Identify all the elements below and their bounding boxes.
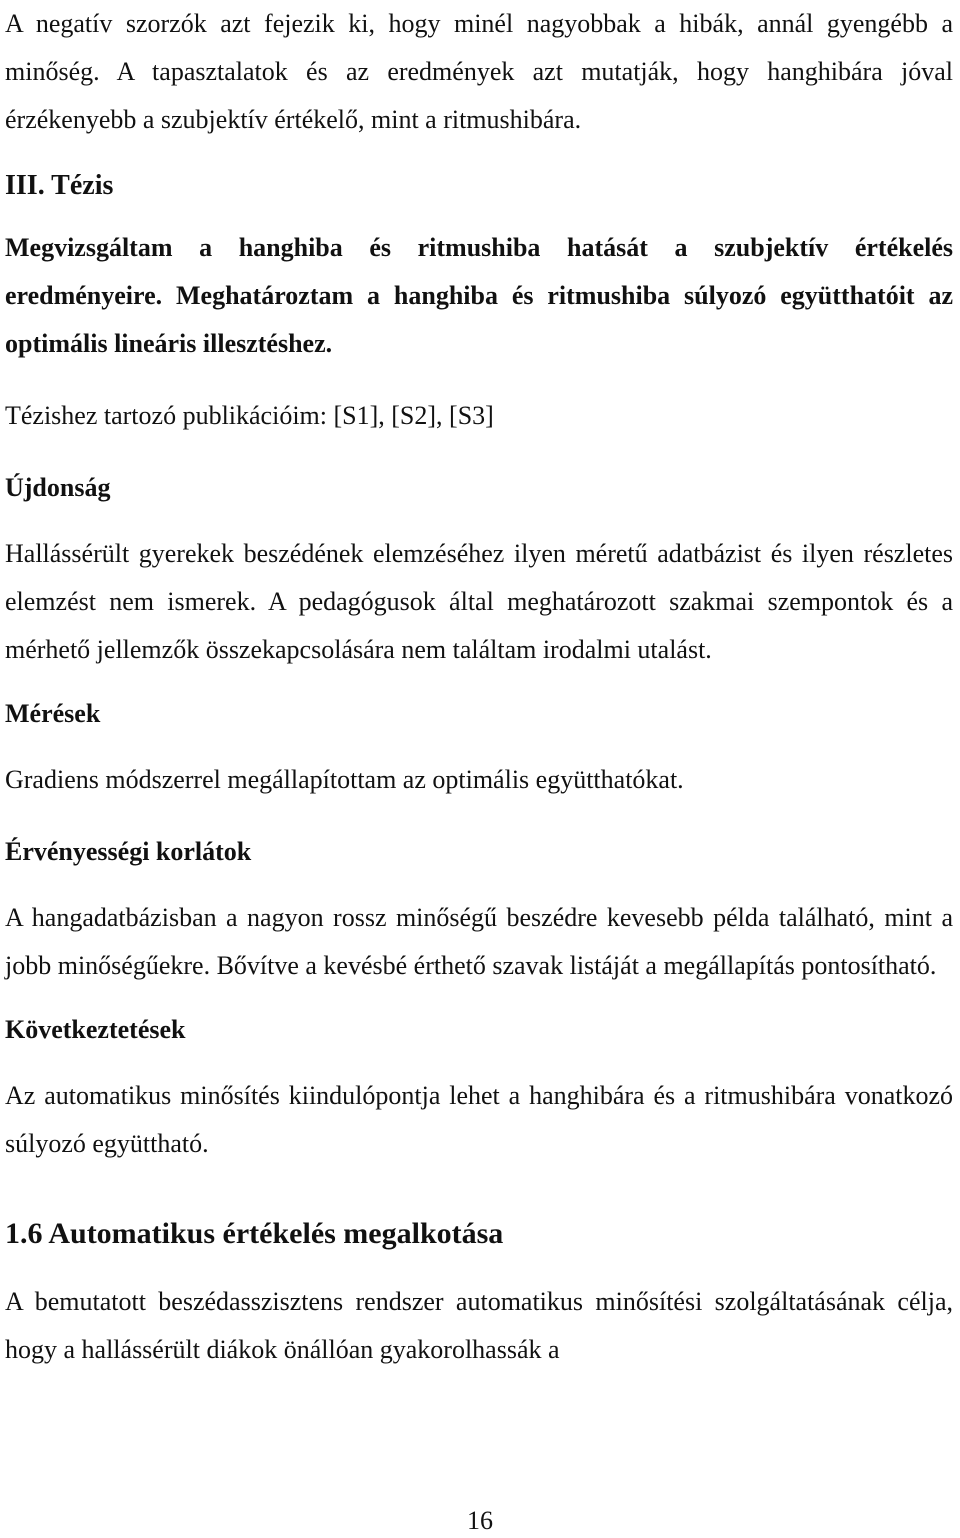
validity-paragraph: A hangadatbázisban a nagyon rossz minőségű beszédre kevesebb példa található, mint a jobb minőségűekre. Bővítve a kevésbé érthető szavak listáját a megállapítás pontosítható. [5, 903, 953, 980]
thesis-publications: Tézishez tartozó publikációim: [S1], [S2], [S3] [5, 401, 494, 430]
conclusions-paragraph: Az automatikus minősítés kiindulópontja lehet a hanghibára és a ritmushibára vonatkozó súlyozó együttható. [5, 1081, 953, 1158]
document-page [5, 0, 953, 1374]
novelty-paragraph: Hallássérült gyerekek beszédének elemzéséhez ilyen méretű adatbázist és ilyen részletes elemzést nem ismerek. A pedagógusok által meghatározott szakmai szempontok és a mérhető jellemzők összekapcsolására nem találtam irodalmi utalást. [5, 539, 953, 664]
section-paragraph: A bemutatott beszédasszisztens rendszer automatikus minősítési szolgáltatásának célja, hogy a hallássérült diákok önállóan gyakorolhassák a [5, 1287, 953, 1364]
thesis-heading: III. Tézis [5, 170, 114, 201]
measurements-paragraph: Gradiens módszerrel megállapítottam az optimális együtthatókat. [5, 765, 684, 794]
conclusions-heading: Következtetések [5, 1015, 186, 1044]
measurements-heading: Mérések [5, 699, 101, 728]
page-number: 16 [467, 1506, 493, 1535]
novelty-heading: Újdonság [5, 473, 111, 502]
intro-paragraph: A negatív szorzók azt fejezik ki, hogy minél nagyobbak a hibák, annál gyengébb a minőség. A tapasztalatok és az eredmények azt mutatják, hogy hanghibára jóval érzékenyebb a szubjektív értékelő, mint a ritmushibára. [5, 9, 953, 134]
validity-heading: Érvényességi korlátok [5, 837, 252, 866]
section-heading: 1.6 Automatikus értékelés megalkotása [5, 1217, 504, 1250]
thesis-statement: Megvizsgáltam a hanghiba és ritmushiba hatását a szubjektív értékelés eredményeire. Meghatároztam a hanghiba és ritmushiba súlyozó együtthatóit az optimális lineáris illesztéshez. [5, 233, 953, 358]
